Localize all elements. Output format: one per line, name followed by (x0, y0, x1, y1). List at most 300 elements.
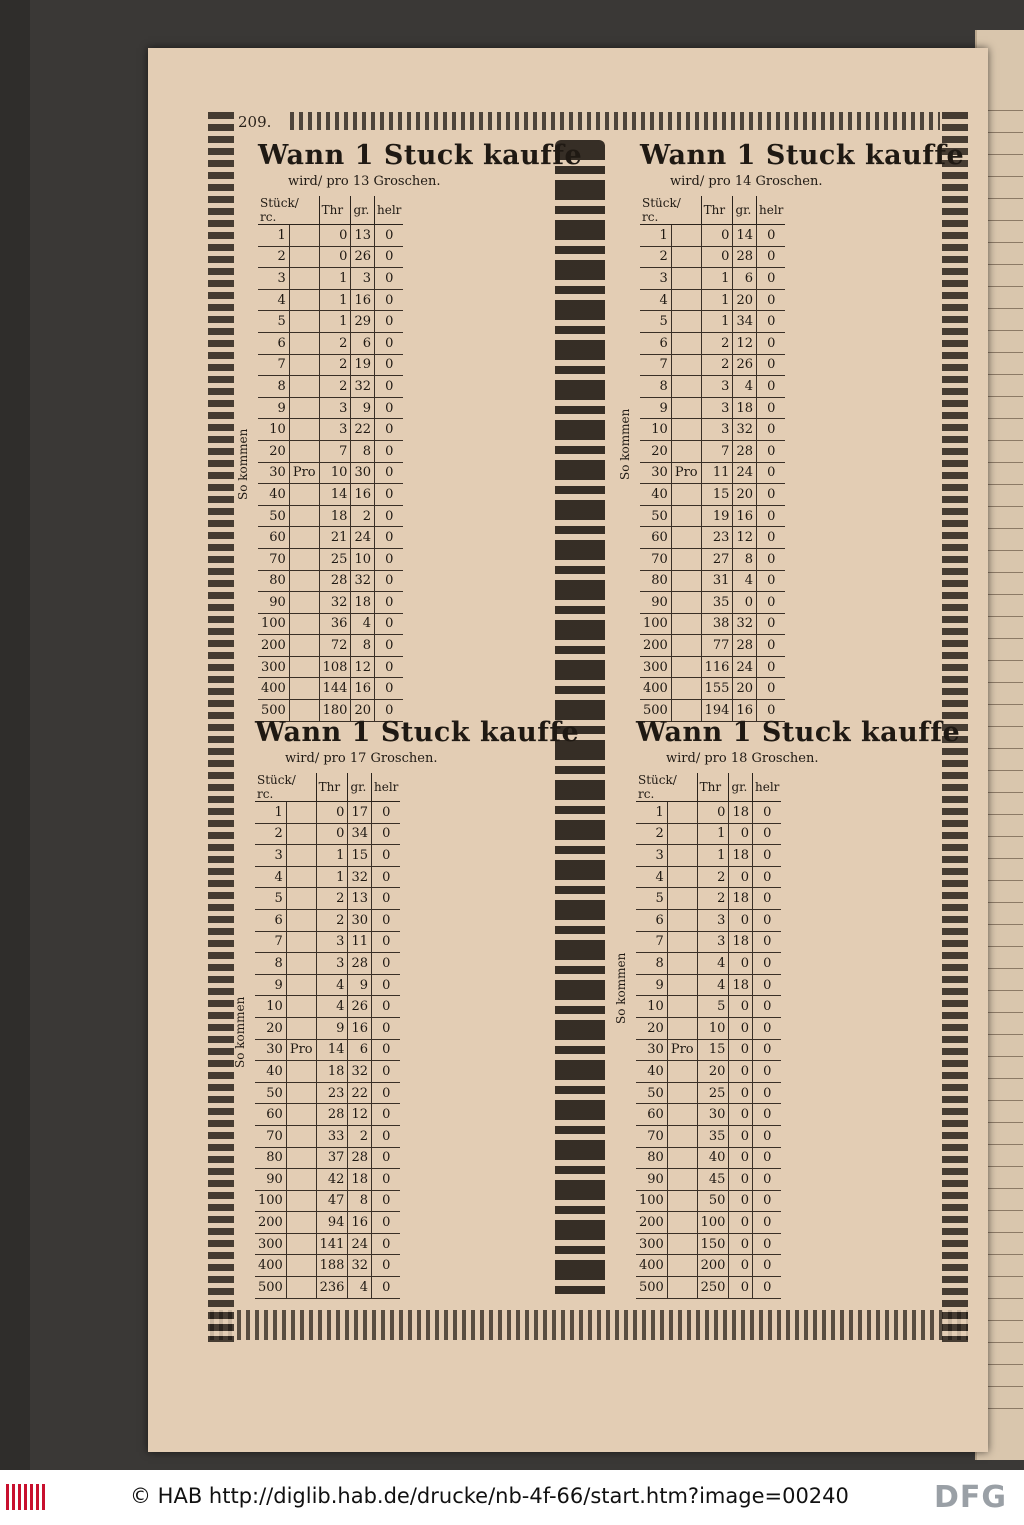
table-row (255, 1082, 400, 1104)
row-groschen: 16 (733, 700, 757, 722)
row-groschen: 15 (348, 845, 372, 867)
row-heller: 0 (753, 1039, 782, 1061)
row-pro (671, 548, 701, 570)
row-heller: 0 (757, 484, 786, 506)
header-gr: gr. (733, 196, 757, 225)
row-heller: 0 (753, 1125, 782, 1147)
header-hel: helr (753, 773, 782, 802)
row-count: 5 (258, 311, 289, 333)
row-count: 100 (255, 1190, 286, 1212)
adjacent-page-rule (983, 418, 1023, 419)
row-pro (289, 635, 319, 657)
ornament-border-left (208, 112, 234, 1342)
row-groschen: 22 (351, 419, 375, 441)
row-count: 200 (640, 635, 671, 657)
row-heller: 0 (757, 635, 786, 657)
row-groschen: 8 (351, 635, 375, 657)
adjacent-page-rule (983, 726, 1023, 727)
table-row (258, 613, 403, 635)
row-heller: 0 (375, 246, 404, 268)
row-heller: 0 (753, 802, 782, 824)
row-thaler: 18 (316, 1061, 348, 1083)
row-pro (286, 1147, 316, 1169)
table-row (255, 1104, 400, 1126)
row-thaler: 0 (316, 823, 348, 845)
row-groschen: 2 (351, 505, 375, 527)
table-title: Wann 1 Stuck kauffe (636, 717, 961, 748)
row-count: 100 (258, 613, 289, 635)
table-row (636, 1017, 781, 1039)
side-label: So kommen (233, 996, 247, 1068)
row-heller: 0 (753, 909, 782, 931)
table-row (258, 548, 403, 570)
row-pro: Pro (671, 462, 701, 484)
row-groschen: 0 (729, 1169, 753, 1191)
table-row (255, 996, 400, 1018)
header-hel: helr (375, 196, 404, 225)
row-pro (671, 656, 701, 678)
row-heller: 0 (753, 1061, 782, 1083)
row-heller: 0 (375, 311, 404, 333)
row-groschen: 20 (733, 484, 757, 506)
row-thaler: 1 (316, 845, 348, 867)
row-heller: 0 (372, 823, 401, 845)
row-groschen: 16 (348, 1017, 372, 1039)
row-thaler: 4 (697, 953, 729, 975)
table-row (258, 570, 403, 592)
table-row (636, 866, 781, 888)
row-thaler: 144 (319, 678, 351, 700)
table-row (640, 397, 785, 419)
table-row (636, 1212, 781, 1234)
row-heller: 0 (375, 700, 404, 722)
row-pro: Pro (286, 1039, 316, 1061)
row-thaler: 2 (697, 866, 729, 888)
adjacent-page-rule (983, 396, 1023, 397)
table-row (636, 802, 781, 824)
row-heller: 0 (375, 397, 404, 419)
row-count: 500 (255, 1277, 286, 1299)
row-count: 100 (636, 1190, 667, 1212)
ornament-border-top (290, 112, 940, 130)
table-row (258, 225, 403, 247)
row-groschen: 0 (733, 592, 757, 614)
row-count: 40 (255, 1061, 286, 1083)
header-gr: gr. (729, 773, 753, 802)
row-count: 3 (255, 845, 286, 867)
row-heller: 0 (757, 332, 786, 354)
row-heller: 0 (753, 1190, 782, 1212)
adjacent-page-rule (983, 638, 1023, 639)
row-heller: 0 (375, 225, 404, 247)
table-row (640, 289, 785, 311)
row-count: 9 (636, 974, 667, 996)
row-count: 5 (636, 888, 667, 910)
row-heller: 0 (375, 592, 404, 614)
row-pro (667, 931, 697, 953)
row-pro (286, 1212, 316, 1234)
table-row (255, 909, 400, 931)
row-groschen: 9 (351, 397, 375, 419)
row-thaler: 27 (701, 548, 733, 570)
row-count: 9 (258, 397, 289, 419)
row-groschen: 18 (729, 974, 753, 996)
adjacent-page-rule (983, 902, 1023, 903)
row-thaler: 3 (701, 376, 733, 398)
row-heller: 0 (375, 354, 404, 376)
row-count: 60 (636, 1104, 667, 1126)
row-count: 400 (258, 678, 289, 700)
table-row (640, 332, 785, 354)
row-groschen: 13 (348, 888, 372, 910)
row-count: 50 (636, 1082, 667, 1104)
table-row (255, 1061, 400, 1083)
row-pro (667, 974, 697, 996)
row-pro (286, 1233, 316, 1255)
table-row (255, 1039, 400, 1061)
adjacent-page-rule (983, 1100, 1023, 1101)
row-groschen: 24 (348, 1233, 372, 1255)
row-pro (667, 1255, 697, 1277)
row-count: 7 (640, 354, 671, 376)
row-pro (286, 1255, 316, 1277)
adjacent-page-rule (983, 1078, 1023, 1079)
row-count: 8 (255, 953, 286, 975)
table-row (258, 635, 403, 657)
scan-background-left (0, 0, 30, 1470)
row-count: 30 (258, 462, 289, 484)
row-thaler: 2 (319, 332, 351, 354)
row-count: 70 (255, 1125, 286, 1147)
row-count: 1 (255, 802, 286, 824)
row-heller: 0 (372, 931, 401, 953)
row-pro (671, 505, 701, 527)
row-heller: 0 (375, 548, 404, 570)
table-row (640, 484, 785, 506)
row-heller: 0 (372, 1255, 401, 1277)
row-heller: 0 (753, 996, 782, 1018)
adjacent-page-rule (983, 198, 1023, 199)
row-thaler: 1 (701, 268, 733, 290)
table-row (636, 1277, 781, 1299)
row-pro (286, 823, 316, 845)
table-row (640, 548, 785, 570)
row-count: 70 (258, 548, 289, 570)
row-thaler: 236 (316, 1277, 348, 1299)
row-count: 4 (636, 866, 667, 888)
row-groschen: 22 (348, 1082, 372, 1104)
row-groschen: 4 (351, 613, 375, 635)
row-pro (286, 1104, 316, 1126)
row-heller: 0 (372, 1082, 401, 1104)
row-heller: 0 (757, 440, 786, 462)
row-groschen: 28 (348, 953, 372, 975)
header-thr: Thr (316, 773, 348, 802)
row-count: 200 (255, 1212, 286, 1234)
row-pro (289, 397, 319, 419)
row-pro (286, 866, 316, 888)
adjacent-page-rule (983, 176, 1023, 177)
row-groschen: 20 (733, 289, 757, 311)
adjacent-page-rule (983, 220, 1023, 221)
row-count: 30 (636, 1039, 667, 1061)
adjacent-page-rule (983, 484, 1023, 485)
row-pro (286, 845, 316, 867)
row-pro (671, 419, 701, 441)
row-groschen: 0 (729, 1082, 753, 1104)
row-pro (289, 527, 319, 549)
hab-logo-icon (6, 1484, 46, 1510)
table-subtitle: wird/ pro 17 Groschen. (285, 751, 438, 766)
row-heller: 0 (372, 1212, 401, 1234)
adjacent-page-rule (983, 880, 1023, 881)
row-groschen: 0 (729, 866, 753, 888)
adjacent-page-rule (983, 1056, 1023, 1057)
row-count: 40 (640, 484, 671, 506)
table-row (255, 1212, 400, 1234)
row-count: 400 (255, 1255, 286, 1277)
row-pro (671, 225, 701, 247)
row-heller: 0 (372, 802, 401, 824)
row-count: 90 (258, 592, 289, 614)
row-heller: 0 (372, 1147, 401, 1169)
table-row (255, 1169, 400, 1191)
row-pro (667, 1104, 697, 1126)
row-groschen: 14 (733, 225, 757, 247)
row-thaler: 200 (697, 1255, 729, 1277)
row-count: 90 (636, 1169, 667, 1191)
row-thaler: 25 (697, 1082, 729, 1104)
row-pro (671, 678, 701, 700)
row-pro (671, 376, 701, 398)
adjacent-page-rule (983, 308, 1023, 309)
adjacent-page-rule (983, 1012, 1023, 1013)
row-groschen: 12 (351, 656, 375, 678)
row-count: 2 (636, 823, 667, 845)
row-thaler: 1 (697, 823, 729, 845)
row-groschen: 32 (351, 570, 375, 592)
row-thaler: 0 (701, 225, 733, 247)
row-heller: 0 (757, 376, 786, 398)
row-pro (667, 1147, 697, 1169)
table-row (640, 570, 785, 592)
row-pro (289, 548, 319, 570)
row-groschen: 8 (733, 548, 757, 570)
copyright-url[interactable]: © HAB http://diglib.hab.de/drucke/nb-4f-66/start.htm?image=00240 (130, 1484, 849, 1508)
row-pro (671, 332, 701, 354)
row-count: 7 (258, 354, 289, 376)
table-row (636, 1125, 781, 1147)
row-groschen: 18 (351, 592, 375, 614)
row-thaler: 0 (697, 802, 729, 824)
row-groschen: 32 (348, 866, 372, 888)
row-heller: 0 (375, 570, 404, 592)
row-thaler: 4 (316, 974, 348, 996)
row-pro (667, 1169, 697, 1191)
row-pro (286, 974, 316, 996)
row-thaler: 23 (316, 1082, 348, 1104)
row-pro (289, 678, 319, 700)
row-pro (671, 527, 701, 549)
row-thaler: 11 (701, 462, 733, 484)
row-pro (289, 268, 319, 290)
table-row (640, 656, 785, 678)
table-title: Wann 1 Stuck kauffe (258, 140, 583, 171)
row-heller: 0 (372, 845, 401, 867)
row-groschen: 16 (351, 289, 375, 311)
side-label: So kommen (236, 428, 250, 500)
row-groschen: 32 (733, 613, 757, 635)
row-count: 10 (636, 996, 667, 1018)
row-pro (671, 354, 701, 376)
row-pro (667, 996, 697, 1018)
header-thr: Thr (697, 773, 729, 802)
row-heller: 0 (753, 1277, 782, 1299)
row-heller: 0 (753, 845, 782, 867)
adjacent-page-rule (983, 1144, 1023, 1145)
row-groschen: 12 (348, 1104, 372, 1126)
row-pro (289, 246, 319, 268)
row-thaler: 21 (319, 527, 351, 549)
adjacent-page-rule (983, 616, 1023, 617)
adjacent-page-rule (983, 1166, 1023, 1167)
adjacent-page-rule (983, 286, 1023, 287)
row-thaler: 1 (316, 866, 348, 888)
row-thaler: 1 (319, 289, 351, 311)
row-groschen: 26 (351, 246, 375, 268)
row-thaler: 194 (701, 700, 733, 722)
row-groschen: 16 (351, 484, 375, 506)
row-thaler: 141 (316, 1233, 348, 1255)
table-row (636, 1104, 781, 1126)
adjacent-page-rule (983, 1034, 1023, 1035)
row-groschen: 29 (351, 311, 375, 333)
table-row (258, 289, 403, 311)
row-heller: 0 (757, 246, 786, 268)
row-pro (286, 1082, 316, 1104)
row-thaler: 2 (316, 909, 348, 931)
row-thaler: 0 (316, 802, 348, 824)
row-thaler: 35 (701, 592, 733, 614)
row-heller: 0 (753, 866, 782, 888)
page-number: 209. (238, 113, 272, 131)
row-groschen: 32 (351, 376, 375, 398)
row-thaler: 188 (316, 1255, 348, 1277)
row-count: 200 (636, 1212, 667, 1234)
adjacent-page-rule (983, 1364, 1023, 1365)
adjacent-page-rule (983, 330, 1023, 331)
row-thaler: 7 (319, 440, 351, 462)
row-heller: 0 (757, 311, 786, 333)
row-thaler: 250 (697, 1277, 729, 1299)
row-groschen: 0 (729, 1104, 753, 1126)
row-count: 50 (255, 1082, 286, 1104)
table-subtitle: wird/ pro 13 Groschen. (288, 174, 441, 189)
row-count: 500 (640, 700, 671, 722)
row-heller: 0 (753, 823, 782, 845)
row-thaler: 45 (697, 1169, 729, 1191)
table-row (255, 866, 400, 888)
header-stueck: Stück/ rc. (258, 196, 319, 225)
adjacent-page-rule (983, 572, 1023, 573)
table-row (640, 592, 785, 614)
table-row (258, 376, 403, 398)
row-heller: 0 (757, 397, 786, 419)
adjacent-page-rule (983, 1188, 1023, 1189)
adjacent-page-rule (983, 1298, 1023, 1299)
row-heller: 0 (753, 1255, 782, 1277)
row-groschen: 28 (733, 635, 757, 657)
row-heller: 0 (375, 505, 404, 527)
row-heller: 0 (757, 462, 786, 484)
header-gr: gr. (351, 196, 375, 225)
row-groschen: 0 (729, 953, 753, 975)
row-groschen: 4 (733, 376, 757, 398)
row-count: 100 (640, 613, 671, 635)
row-groschen: 9 (348, 974, 372, 996)
row-thaler: 77 (701, 635, 733, 657)
row-pro (671, 570, 701, 592)
table-row (258, 419, 403, 441)
header-thr: Thr (701, 196, 733, 225)
row-groschen: 0 (729, 823, 753, 845)
row-pro (286, 996, 316, 1018)
adjacent-page-rule (983, 1408, 1023, 1409)
row-count: 30 (640, 462, 671, 484)
table-row (255, 1017, 400, 1039)
row-thaler: 3 (697, 909, 729, 931)
row-pro (667, 1233, 697, 1255)
row-heller: 0 (753, 953, 782, 975)
row-thaler: 5 (697, 996, 729, 1018)
row-groschen: 4 (348, 1277, 372, 1299)
adjacent-page-rule (983, 946, 1023, 947)
row-heller: 0 (757, 527, 786, 549)
row-groschen: 0 (729, 996, 753, 1018)
side-label: So kommen (614, 952, 628, 1024)
row-heller: 0 (372, 909, 401, 931)
row-count: 9 (640, 397, 671, 419)
table-row (640, 635, 785, 657)
row-heller: 0 (372, 1061, 401, 1083)
table-row (636, 974, 781, 996)
header-hel: helr (372, 773, 401, 802)
row-count: 80 (255, 1147, 286, 1169)
row-thaler: 1 (701, 289, 733, 311)
row-thaler: 32 (319, 592, 351, 614)
row-thaler: 7 (701, 440, 733, 462)
row-groschen: 16 (733, 505, 757, 527)
row-pro (289, 419, 319, 441)
adjacent-page-rule (983, 836, 1023, 837)
row-heller: 0 (757, 678, 786, 700)
table-row (636, 996, 781, 1018)
row-pro (286, 1061, 316, 1083)
row-groschen: 0 (729, 1255, 753, 1277)
row-thaler: 33 (316, 1125, 348, 1147)
row-count: 80 (640, 570, 671, 592)
table-row (258, 656, 403, 678)
row-heller: 0 (375, 268, 404, 290)
row-count: 500 (258, 700, 289, 722)
price-table (255, 773, 400, 1299)
row-groschen: 0 (729, 1061, 753, 1083)
row-thaler: 1 (319, 311, 351, 333)
adjacent-page-rule (983, 154, 1023, 155)
row-groschen: 28 (733, 246, 757, 268)
table-row (636, 931, 781, 953)
row-groschen: 34 (733, 311, 757, 333)
